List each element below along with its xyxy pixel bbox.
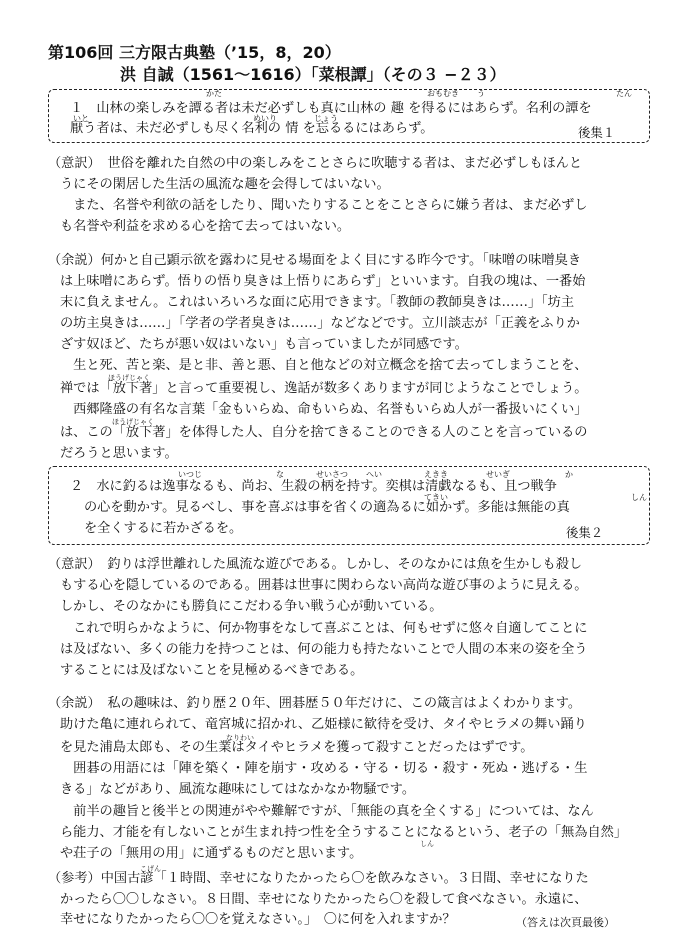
quote-2-line-1: ２ 水に釣るは逸事なるも、尚お、生殺の柄を持す。奕棋は清戯なるも、且つ戦争 <box>70 479 557 494</box>
quote-2-line-2: の心を動かす。見るべし、事を喜ぶは事を省くの適為るに如かず。多能は無能の真 <box>84 500 570 515</box>
quote-1-line-2: 厭う者は、未だ必ずしも尽く名利の 情 を忘るるにはあらず。 <box>70 121 434 136</box>
commentary-2-line-6: 前半の趣旨と後半との関連がやや難解ですが、「無能の真を全くする」については、なん <box>60 804 594 819</box>
commentary-1-line-6: 生と死、苦と楽、是と非、善と悪、自と他などの対立概念を捨て去ってしまうことを、 <box>60 358 588 373</box>
translation-2-line-4: これで明らかなように、何か物事をなして喜ぶことは、何もせずに悠々自適してことに <box>60 621 588 636</box>
quote-2-line-3: を全くするに若かざるを。 <box>84 521 243 536</box>
furigana: こげん <box>140 865 161 873</box>
commentary-1-line-8: 西郷隆盛の有名な言葉「金もいらぬ、命もいらぬ、名誉もいらぬ人が一番扱いにくい」 <box>60 402 588 417</box>
commentary-2-line-4: 囲碁の用語には「陣を築く・陣を崩す・攻める・守る・切る・殺す・死ぬ・逃げる・生 <box>60 761 588 776</box>
translation-2-line-1: （意訳） 釣りは浮世離れした風流な遊びである。しかし、そのなかには魚を生かしも殺し <box>48 557 583 572</box>
commentary-2-line-8: や荘子の「無用の用」に通ずるものだと思います。 <box>60 846 363 861</box>
translation-2-line-5: は及ばない、多くの能力を持つことは、何の能力も持たないことで人間の本来の姿を全う <box>60 642 588 657</box>
furigana: えきき <box>424 470 448 479</box>
furigana: へい <box>366 470 382 479</box>
commentary-2-line-3: を見た浦島太郎も、その生業はタイやヒラメを獲って殺すことだったはずです。 <box>60 740 534 755</box>
commentary-1-line-4: の坊主臭きは……」「学者の学者臭きは……」などなどです。立川談志が「正義をふりか <box>60 316 580 331</box>
furigana: めいり <box>253 114 277 123</box>
translation-1-line-1: （意訳） 世俗を離れた自然の中の楽しみをことさらに吹聴する者は、まだ必ずしもほんと <box>48 156 583 171</box>
quote-1-line-1: １ 山林の楽しみを譚る者は未だ必ずしも真に山林の 趣 を得るにはあらず。名利の譚を <box>70 101 592 116</box>
commentary-1-line-10: だろうと思います。 <box>60 446 178 461</box>
furigana: いと <box>73 114 89 123</box>
commentary-2-line-2: 助けた亀に連れられて、竜宮城に招かれ、乙姫様に歓待を受け、タイやヒラメの舞い踊り <box>60 717 587 732</box>
commentary-1-line-1: （余説）何かと自己顕示欲を露わに見せる場面をよく目にする昨今です。「味噌の味噌臭き <box>48 253 582 268</box>
furigana: ほうげじゃく <box>112 418 154 426</box>
furigana: おもむき <box>427 89 459 98</box>
furigana: せいさつ <box>316 470 348 479</box>
furigana: しん <box>631 493 647 502</box>
furigana: なりわい <box>226 734 254 742</box>
commentary-1-line-2: は上味噌にあらず。悟りの悟り臭きは上悟りにあらず」といいます。自我の塊は、一番始 <box>60 274 586 289</box>
commentary-2-line-5: きる」などがあり、風流な趣味にしてはなかなか物騒です。 <box>60 782 416 797</box>
furigana: じょう <box>314 114 338 123</box>
reference-line-2: かったら〇〇しなさい。８日間、幸せになりたかったら〇を殺して食べなさい。永遠に、 <box>60 892 588 907</box>
commentary-1-line-7: 禅では「放下著」と言って重要視し、逸話が数多くありますが同じようなことでしょう。 <box>60 381 588 396</box>
furigana: か <box>565 470 573 479</box>
furigana: う <box>477 89 485 98</box>
commentary-2-line-1: （余説） 私の趣味は、釣り歴２０年、囲碁歴５０年だけに、この箴言はよくわかります。 <box>48 696 582 711</box>
furigana: いつじ <box>178 470 202 479</box>
reference-line-1: （参考）中国古諺「１時間、幸せになりたかったら〇を飲みなさい。３日間、幸せになりた <box>48 871 589 886</box>
translation-2-line-2: もする心を隠しているのである。囲碁は世事に関わらない高尚な遊び事のように見える。 <box>60 578 588 593</box>
commentary-1-line-9: は、この「放下著」を体得した人、自分を捨てきることのできる人のことを言っているの <box>60 425 588 440</box>
translation-2-line-3: しかし、そのなかにも勝負にこだわる争い戦う心が動いている。 <box>60 599 443 614</box>
commentary-2-line-7: ら能力、才能を有しないことが生まれ持つ性を全うすることになるという、老子の「無為自然」 <box>60 825 628 840</box>
furigana: な <box>276 470 284 479</box>
page-title: 第106回 三方限古典塾（’15，8，20） <box>48 43 341 62</box>
commentary-1-line-5: ざす奴ほど、たちが悪い奴はいない」も言っていましたが同感です。 <box>60 337 468 352</box>
commentary-1-line-3: 末に負えません。これはいろいろな面に応用できます。「教師の教師臭きは……」「坊主 <box>60 295 575 310</box>
furigana: かた <box>206 89 222 98</box>
page-subtitle: 洪 自誠（1561〜1616）「菜根譚」（その３ −２３） <box>120 65 506 84</box>
quote-2-source: 後集２ <box>566 525 604 540</box>
furigana: ほうげじゃく <box>108 374 150 382</box>
translation-2-line-6: することには及ばないことを見極めるべきである。 <box>60 663 364 678</box>
furigana: せいぎ <box>486 470 510 479</box>
furigana: たん <box>616 89 632 98</box>
furigana: しん <box>420 840 434 848</box>
translation-1-line-4: も名誉や利益を求める心を捨て去ってはいない。 <box>60 219 351 234</box>
quote-1-source: 後集１ <box>578 125 616 140</box>
furigana: てきい <box>424 493 448 502</box>
answer-note: （答えは次頁最後） <box>516 916 615 929</box>
reference-line-3: 幸せになりたかったら〇〇を覚えなさい。」 〇に何を入れますか？ <box>60 912 456 927</box>
translation-1-line-3: また、名誉や利欲の話をしたり、聞いたりすることをことさらに嫌う者は、まだ必ずし <box>60 198 588 213</box>
translation-1-line-2: うにその閑居した生活の風流な趣を会得してはいない。 <box>60 177 390 192</box>
